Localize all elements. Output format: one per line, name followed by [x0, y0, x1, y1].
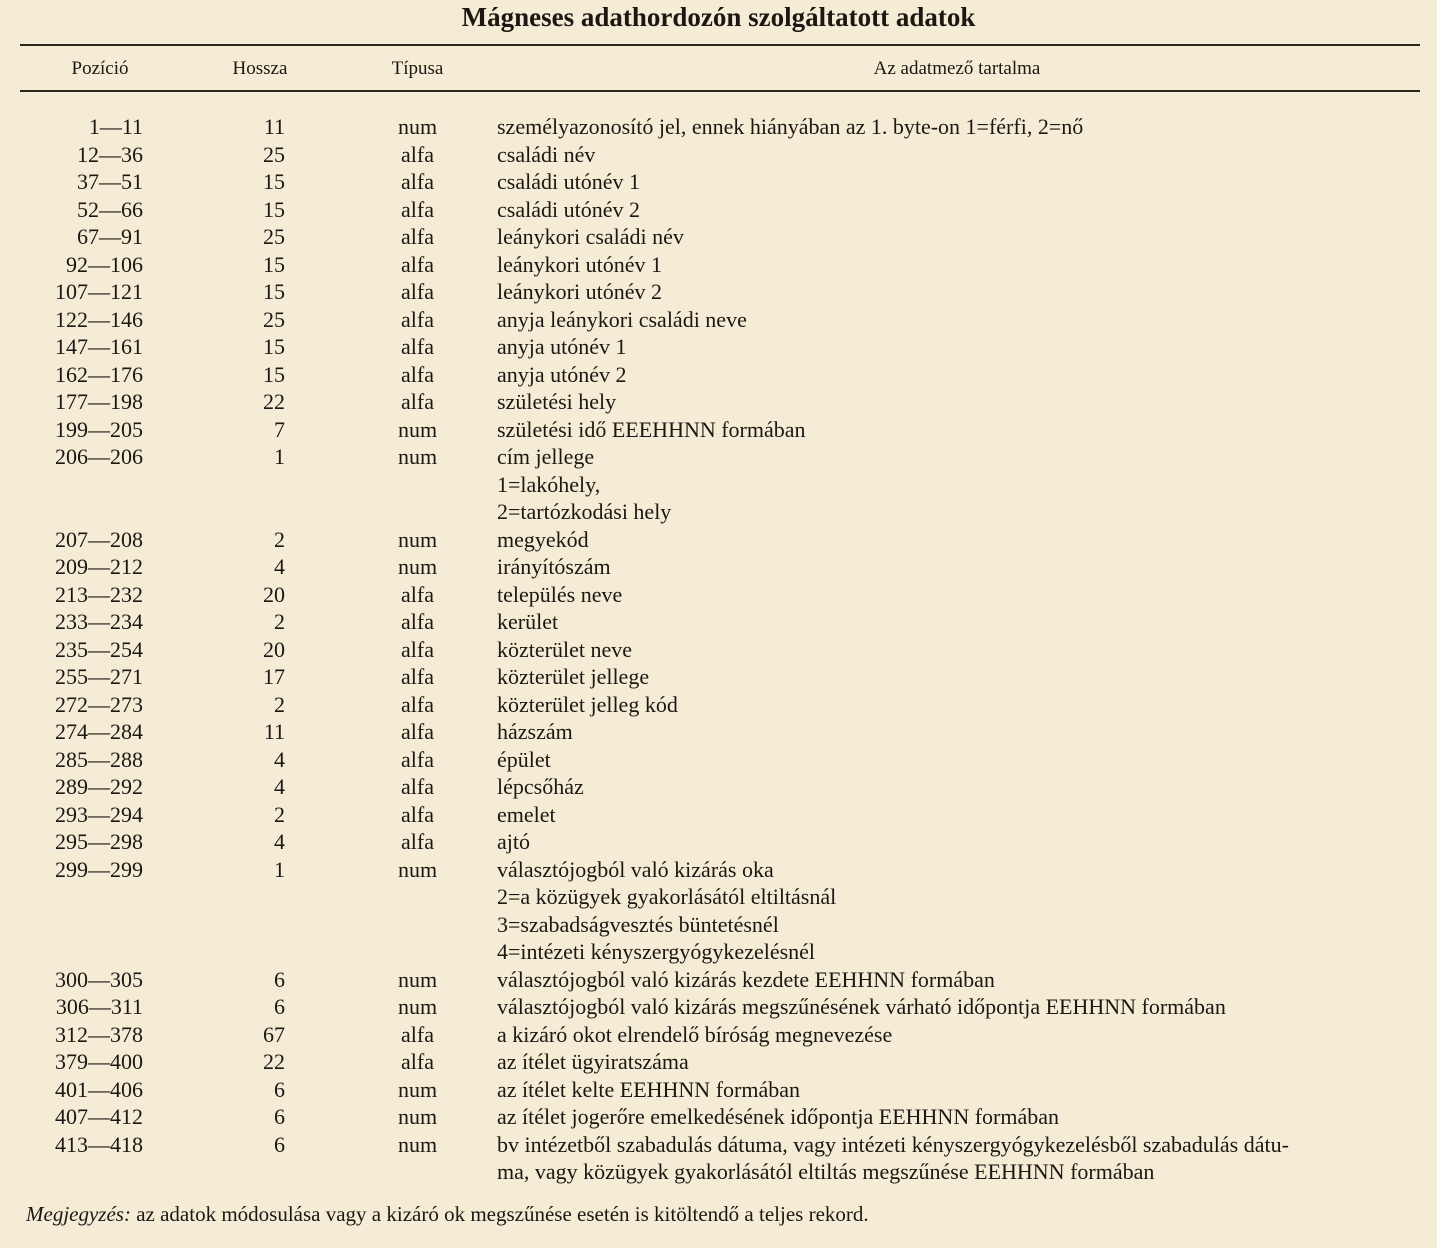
- cell-length: 1: [274, 444, 285, 469]
- cell-content: [497, 553, 1422, 581]
- cell-type: alfa: [401, 334, 434, 359]
- cell-content: [497, 416, 1422, 444]
- table-row: [0, 168, 1437, 196]
- cell-content: [497, 251, 1422, 279]
- cell-type: alfa: [401, 1049, 434, 1074]
- cell-content: [497, 718, 1422, 746]
- cell-content: [497, 388, 1422, 416]
- cell-position: 299—299: [55, 856, 143, 882]
- table-row: [0, 1021, 1437, 1049]
- cell-type: alfa: [401, 801, 434, 827]
- cell-length: 6: [274, 1131, 285, 1157]
- cell-type: alfa: [401, 389, 434, 414]
- cell-position: 12—36: [77, 141, 143, 167]
- cell-content: [497, 691, 1422, 719]
- cell-position: 401—406: [55, 1076, 143, 1102]
- content-line: 2=tartózkodási hely: [497, 499, 672, 524]
- cell-length: 4: [274, 554, 285, 579]
- table-row: [0, 993, 1437, 1021]
- cell-length: 17: [263, 664, 285, 689]
- content-line: választójogból való kizárás megszűnésének várható időpontja EEHHNN formában: [497, 994, 1226, 1019]
- cell-type: num: [397, 1104, 438, 1129]
- cell-position: 235—254: [55, 636, 143, 662]
- content-line: az ítélet jogerőre emelkedésének időpontja EEHHNN formában: [497, 1104, 1059, 1129]
- header-length: Hossza: [232, 58, 288, 79]
- cell-length: 2: [274, 526, 285, 552]
- cell-position: 293—294: [55, 801, 143, 827]
- table-row: [0, 1103, 1437, 1131]
- content-line: ma, vagy közügyek gyakorlásától eltiltás megszűnése EEHHNN formában: [497, 1159, 1155, 1184]
- content-line: 3=szabadságvesztés büntetésnél: [497, 911, 779, 937]
- cell-length: 2: [274, 609, 285, 634]
- content-line: épület: [497, 746, 551, 772]
- cell-position: 233—234: [55, 609, 143, 634]
- cell-content: [497, 526, 1422, 554]
- cell-content: [497, 856, 1422, 966]
- cell-position: 274—284: [55, 719, 143, 744]
- content-line: leánykori utónév 2: [497, 279, 662, 304]
- cell-length: 11: [263, 114, 285, 139]
- cell-length: 22: [263, 389, 285, 414]
- cell-length: 67: [263, 1021, 285, 1047]
- cell-content: [497, 663, 1422, 691]
- content-line: közterület neve: [497, 636, 632, 662]
- cell-content: [497, 1076, 1422, 1104]
- table-row: [0, 1048, 1437, 1076]
- cell-content: [497, 223, 1422, 251]
- data-table-body: [0, 113, 1437, 1186]
- cell-content: [497, 361, 1422, 389]
- cell-type: alfa: [401, 196, 434, 222]
- cell-content: [497, 168, 1422, 196]
- table-row: [0, 223, 1437, 251]
- content-line: választójogból való kizárás oka: [497, 856, 774, 882]
- content-line: ajtó: [497, 829, 530, 854]
- cell-position: 407—412: [55, 1104, 143, 1129]
- cell-length: 2: [274, 691, 285, 717]
- top-rule: [20, 44, 1420, 46]
- content-line: választójogból való kizárás kezdete EEHHNN formában: [497, 966, 995, 992]
- cell-length: 4: [274, 774, 285, 799]
- content-line: az ítélet kelte EEHHNN formában: [497, 1076, 800, 1102]
- page-title: Mágneses adathordozón szolgáltatott adatok: [461, 2, 976, 32]
- table-row: [0, 443, 1437, 526]
- cell-type: alfa: [401, 141, 434, 167]
- cell-type: num: [397, 526, 438, 552]
- content-line: anyja utónév 2: [497, 361, 627, 387]
- cell-length: 15: [263, 361, 285, 387]
- cell-type: alfa: [401, 279, 434, 304]
- content-line: házszám: [497, 719, 573, 744]
- cell-type: num: [397, 1131, 438, 1157]
- cell-type: alfa: [401, 251, 434, 277]
- cell-content: [497, 828, 1422, 856]
- cell-type: num: [397, 444, 438, 469]
- cell-position: 162—176: [55, 361, 143, 387]
- content-line: közterület jelleg kód: [497, 691, 678, 717]
- table-row: [0, 691, 1437, 719]
- cell-position: 306—311: [55, 994, 143, 1019]
- content-line: irányítószám: [497, 554, 611, 579]
- cell-length: 20: [263, 581, 285, 607]
- table-row: [0, 278, 1437, 306]
- footnote-label: Megjegyzés:: [26, 1202, 131, 1226]
- cell-position: 255—271: [55, 664, 143, 689]
- content-line: születési idő EEEHHNN formában: [497, 416, 806, 442]
- cell-length: 20: [263, 636, 285, 662]
- table-row: [0, 636, 1437, 664]
- cell-position: 1—11: [88, 114, 143, 139]
- content-line: születési hely: [497, 389, 617, 414]
- content-line: családi név: [497, 141, 596, 167]
- table-row: [0, 553, 1437, 581]
- content-line: családi utónév 2: [497, 196, 640, 222]
- table-row: [0, 333, 1437, 361]
- cell-length: 6: [274, 1104, 285, 1129]
- cell-content: [497, 113, 1422, 141]
- cell-type: alfa: [401, 774, 434, 799]
- cell-length: 22: [263, 1049, 285, 1074]
- content-line: leánykori utónév 1: [497, 251, 662, 277]
- content-line: megyekód: [497, 526, 589, 552]
- cell-content: [497, 636, 1422, 664]
- content-line: közterület jellege: [497, 664, 650, 689]
- cell-length: 6: [274, 994, 285, 1019]
- table-row: [0, 1076, 1437, 1104]
- cell-content: [497, 443, 1422, 526]
- cell-content: [497, 608, 1422, 636]
- cell-length: 15: [263, 169, 285, 194]
- cell-position: 289—292: [55, 774, 143, 799]
- cell-position: 272—273: [55, 691, 143, 717]
- cell-content: [497, 196, 1422, 224]
- cell-position: 107—121: [55, 279, 143, 304]
- cell-type: num: [397, 856, 438, 882]
- cell-type: alfa: [401, 169, 434, 194]
- content-line: anyja leánykori családi neve: [497, 306, 747, 332]
- content-line: bv intézetből szabadulás dátuma, vagy intézeti kényszergyógykezelésből szabadulás dátu-: [497, 1131, 1289, 1157]
- cell-type: alfa: [401, 306, 434, 332]
- content-line: személyazonosító jel, ennek hiányában az 1. byte-on 1=férfi, 2=nő: [497, 114, 1084, 139]
- table-row: [0, 306, 1437, 334]
- cell-type: alfa: [401, 664, 434, 689]
- cell-position: 92—106: [66, 251, 143, 277]
- header-type: Típusa: [391, 58, 444, 79]
- table-row: [0, 773, 1437, 801]
- cell-position: 52—66: [77, 196, 143, 222]
- cell-length: 6: [274, 1076, 285, 1102]
- cell-content: [497, 801, 1422, 829]
- cell-length: 15: [263, 334, 285, 359]
- table-row: [0, 581, 1437, 609]
- cell-content: [497, 1048, 1422, 1076]
- cell-length: 15: [263, 196, 285, 222]
- cell-type: num: [397, 966, 438, 992]
- cell-position: 207—208: [55, 526, 143, 552]
- content-line: emelet: [497, 801, 556, 827]
- cell-position: 199—205: [55, 416, 143, 442]
- cell-type: alfa: [401, 224, 434, 249]
- table-row: [0, 251, 1437, 279]
- cell-position: 312—378: [55, 1021, 143, 1047]
- content-line: cím jellege: [497, 444, 595, 469]
- content-line: a kizáró okot elrendelő bíróság megnevezése: [497, 1021, 893, 1047]
- cell-content: [497, 306, 1422, 334]
- cell-content: [497, 1021, 1422, 1049]
- content-line: leánykori családi név: [497, 224, 684, 249]
- cell-position: 213—232: [55, 581, 143, 607]
- cell-position: 147—161: [55, 334, 143, 359]
- cell-length: 2: [274, 801, 285, 827]
- cell-type: num: [397, 994, 438, 1019]
- table-row: [0, 856, 1437, 966]
- table-row: [0, 718, 1437, 746]
- table-row: [0, 1131, 1437, 1186]
- cell-length: 25: [263, 141, 285, 167]
- header-rule: [20, 90, 1420, 92]
- cell-content: [497, 993, 1422, 1021]
- cell-type: num: [397, 1076, 438, 1102]
- cell-type: alfa: [401, 691, 434, 717]
- content-line: lépcsőház: [497, 774, 584, 799]
- cell-position: 300—305: [55, 966, 143, 992]
- cell-position: 295—298: [55, 829, 143, 854]
- table-row: [0, 416, 1437, 444]
- footnote-text: az adatok módosulása vagy a kizáró ok megszűnése esetén is kitöltendő a teljes rekord.: [136, 1202, 869, 1226]
- cell-content: [497, 581, 1422, 609]
- cell-position: 177—198: [55, 389, 143, 414]
- cell-position: 285—288: [55, 746, 143, 772]
- cell-type: alfa: [401, 361, 434, 387]
- table-row: [0, 663, 1437, 691]
- content-line: az ítélet ügyiratszáma: [497, 1049, 689, 1074]
- cell-type: num: [397, 554, 438, 579]
- header-content: Az adatmező tartalma: [873, 58, 1041, 79]
- cell-content: [497, 333, 1422, 361]
- table-row: [0, 801, 1437, 829]
- content-line: családi utónév 1: [497, 169, 640, 194]
- cell-type: alfa: [401, 829, 434, 854]
- cell-length: 25: [263, 224, 285, 249]
- cell-length: 15: [263, 251, 285, 277]
- cell-type: alfa: [401, 1021, 434, 1047]
- table-row: [0, 196, 1437, 224]
- cell-type: alfa: [401, 636, 434, 662]
- cell-content: [497, 966, 1422, 994]
- cell-content: [497, 1103, 1422, 1131]
- content-line: 2=a közügyek gyakorlásától eltiltásnál: [497, 884, 837, 909]
- cell-content: [497, 773, 1422, 801]
- table-row: [0, 746, 1437, 774]
- cell-length: 25: [263, 306, 285, 332]
- cell-content: [497, 746, 1422, 774]
- cell-position: 206—206: [55, 444, 143, 469]
- table-row: [0, 113, 1437, 141]
- content-line: kerület: [497, 609, 559, 634]
- cell-type: alfa: [401, 581, 434, 607]
- cell-position: 413—418: [55, 1131, 143, 1157]
- cell-position: 67—91: [77, 224, 143, 249]
- content-line: anyja utónév 1: [497, 334, 627, 359]
- table-row: [0, 608, 1437, 636]
- cell-position: 379—400: [55, 1049, 143, 1074]
- cell-length: 4: [274, 829, 285, 854]
- cell-content: [497, 1131, 1422, 1186]
- cell-length: 7: [274, 416, 285, 442]
- table-row: [0, 361, 1437, 389]
- cell-length: 6: [274, 966, 285, 992]
- table-row: [0, 388, 1437, 416]
- content-line: 4=intézeti kényszergyógykezelésnél: [497, 939, 816, 964]
- cell-content: [497, 278, 1422, 306]
- cell-content: [497, 141, 1422, 169]
- table-row: [0, 526, 1437, 554]
- table-row: [0, 828, 1437, 856]
- cell-position: 37—51: [77, 169, 143, 194]
- content-line: 1=lakóhely,: [497, 471, 601, 497]
- cell-length: 11: [263, 719, 285, 744]
- header-position: Pozíció: [71, 58, 129, 79]
- cell-position: 122—146: [55, 306, 143, 332]
- cell-length: 1: [274, 856, 285, 882]
- cell-position: 209—212: [55, 554, 143, 579]
- content-line: település neve: [497, 581, 623, 607]
- footnote: [26, 1202, 869, 1227]
- cell-type: alfa: [401, 719, 434, 744]
- table-row: [0, 141, 1437, 169]
- table-row: [0, 966, 1437, 994]
- cell-length: 15: [263, 279, 285, 304]
- cell-length: 4: [274, 746, 285, 772]
- cell-type: num: [397, 114, 438, 139]
- cell-type: alfa: [401, 746, 434, 772]
- cell-type: alfa: [401, 609, 434, 634]
- cell-type: num: [397, 416, 438, 442]
